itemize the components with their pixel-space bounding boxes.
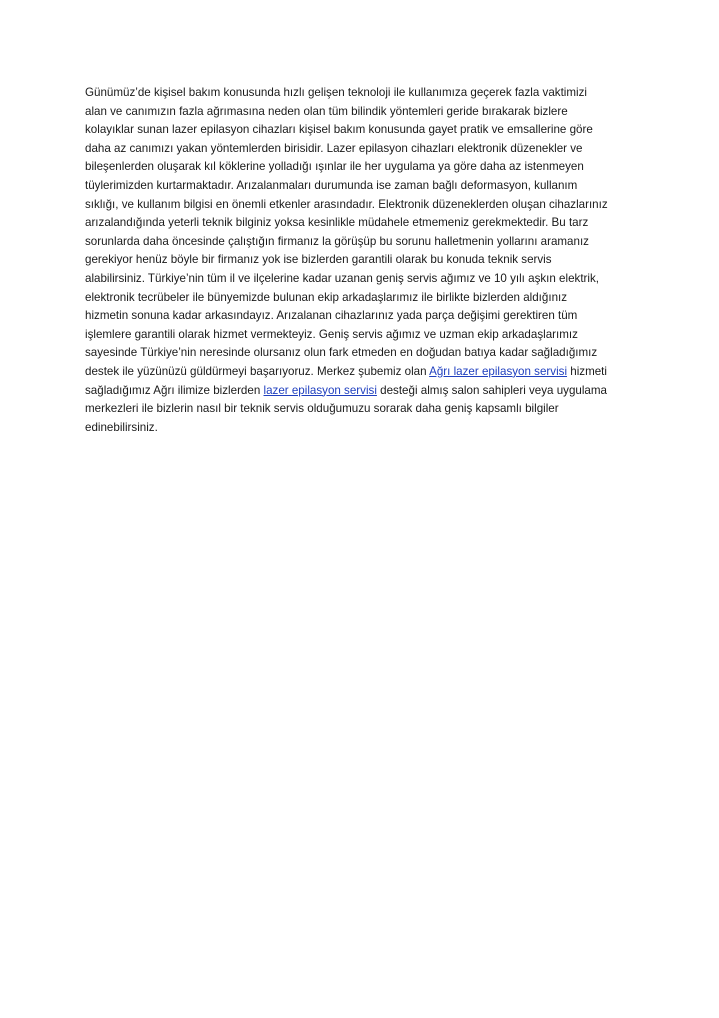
paragraph-line: tüylerimizden kurtarmaktadır. Arızalanmaları durumunda ise zaman bağlı deformasyon, kullanım <box>85 178 578 192</box>
paragraph-line: kolayıklar sunan lazer epilasyon cihazları kişisel bakım konusunda gayet pratik ve emsallerine göre <box>85 123 593 137</box>
paragraph-line: işlemlere garantili olarak hizmet vermekteyiz. Geniş servis ağımız ve uzman ekip arkadaşlarımız <box>85 327 578 341</box>
paragraph-line <box>85 382 645 401</box>
lazer-epilasyon-servisi-link[interactable]: lazer epilasyon servisi <box>263 383 377 397</box>
line-text: hizmeti <box>567 364 607 378</box>
body-paragraph <box>85 84 645 437</box>
line-text: desteği almış salon sahipleri veya uygulama <box>376 383 607 397</box>
paragraph-line: merkezleri ile bizlerin nasıl bir teknik servis olduğumuzu sorarak daha geniş kapsamlı bilgiler <box>85 402 559 416</box>
paragraph-line: arızalandığında yeterli teknik bilginiz yoksa kesinlikle müdahele etmemeniz gerekmektedir. Bu tarz <box>85 216 589 230</box>
paragraph-line: hizmetin sonuna kadar arkasındayız. Arızalanan cihazlarınız yada parça değişimi gerektiren tüm <box>85 309 578 323</box>
agri-lazer-epilasyon-servisi-link[interactable]: Ağrı lazer epilasyon servisi <box>429 364 568 378</box>
paragraph-line: bileşenlerden oluşarak kıl köklerine yolladığı ışınlar ile her uygulama ya göre daha az istenmeyen <box>85 160 584 174</box>
line-text: destek ile yüzünüzü güldürmeyi başarıyoruz. Merkez şubemiz olan <box>85 364 430 378</box>
paragraph-line: sayesinde Türkiye’nin neresinde olursanız olun fark etmeden en doğudan batıya kadar sağladığımız <box>85 346 598 360</box>
paragraph-line <box>85 363 645 382</box>
paragraph-line: Günümüz’de kişisel bakım konusunda hızlı gelişen teknoloji ile kullanımıza geçerek fazla vaktimizi <box>85 86 587 99</box>
paragraph-line: elektronik tecrübeler ile bünyemizde bulunan ekip arkadaşlarımız ile birlikte bizlerden aldığınız <box>85 290 568 304</box>
paragraph-line: daha az canımızı yakan yöntemlerden birisidir. Lazer epilasyon cihazları elektronik düzenekler ve <box>85 141 583 155</box>
paragraph-line: gerekiyor henüz böyle bir firmanız yok ise bizlerden garantili olarak bu konuda teknik servis <box>85 253 552 267</box>
paragraph-line: alabilirsiniz. Türkiye’nin tüm il ve ilçelerine kadar uzanan geniş servis ağımız ve 10 yılı aşkın elektrik, <box>85 271 599 285</box>
paragraph-line: sıklığı, ve kullanım bilgisi en önemli etkenler arasındadır. Elektronik düzeneklerden oluşan cihazlarınız <box>85 197 608 211</box>
paragraph-line: sorunlarda daha öncesinde çalıştığın firmanız la görüşüp bu sorunu halletmenin yollarını aramanız <box>85 234 589 248</box>
paragraph-line: alan ve canımızın fazla ağrımasına neden olan tüm bilindik yöntemleri geride bırakarak bizlere <box>85 104 568 118</box>
line-text: sağladığımız Ağrı ilimize bizlerden <box>85 383 264 397</box>
paragraph-line: edinebilirsiniz. <box>85 420 158 434</box>
